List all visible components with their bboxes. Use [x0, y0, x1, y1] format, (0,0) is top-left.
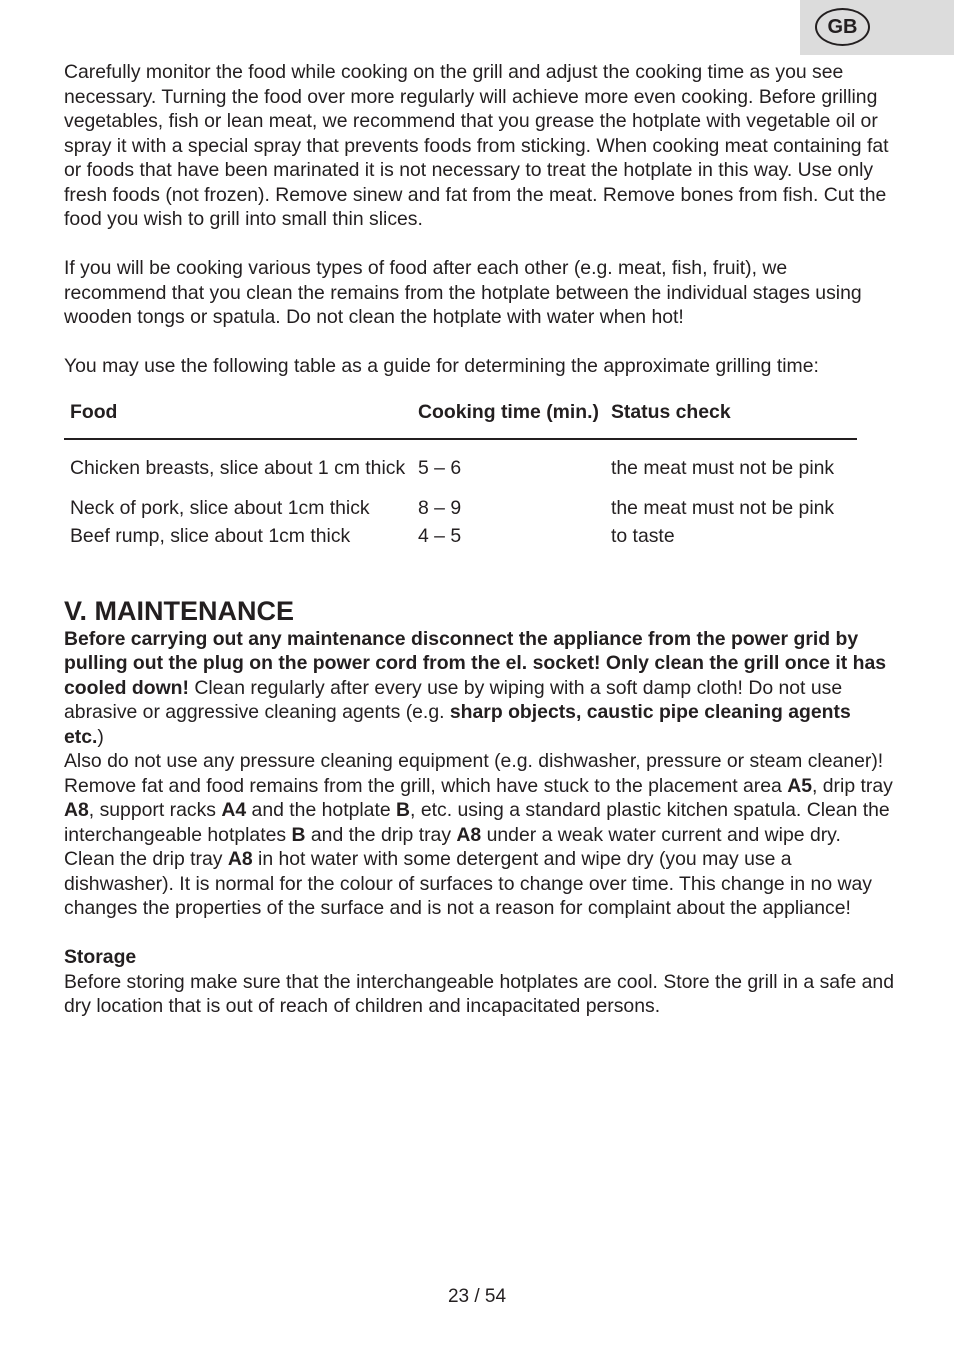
intro-paragraph-2: If you will be cooking various types of food after each other (e.g. meat, fish, fruit), we recommend that you clean the remains from the hotplate between the individual stages using wooden tongs or spatula. Do not clean the hotplate with water when hot!	[64, 257, 862, 328]
language-badge: GB	[815, 8, 870, 46]
table-cell-food: Beef rump, slice about 1cm thick	[70, 525, 351, 548]
paragraph-text-run: Also do not use any pressure cleaning equipment (e.g. dishwasher, pressure or steam cleaner)! Remove fat and food remains from the grill, which have stuck to the placement area	[64, 750, 884, 797]
column-header-status-check: Status check	[611, 401, 731, 424]
maintenance-warning: Before carrying out any maintenance disconnect the appliance from the power grid by pulling out the plug on the power cord from the el. socket! Only clean the grill once it has cooled down!	[64, 627, 887, 699]
table-cell-status: to taste	[611, 525, 675, 548]
part-reference: A8	[456, 823, 482, 846]
part-reference: B	[291, 823, 306, 846]
table-cell-status: the meat must not be pink	[611, 497, 835, 520]
part-reference: B	[396, 799, 411, 821]
paragraph-text-run: , etc. using a standard plastic kitchen spatula. Clean the interchangeable hotplates	[64, 799, 890, 846]
paragraph-text-run: and the drip tray	[305, 823, 457, 846]
part-reference: A4	[221, 799, 247, 821]
maintenance-paragraph-1	[64, 627, 894, 750]
language-tab	[800, 0, 954, 55]
paragraph-text-run: in hot water with some detergent and wipe dry (you may use a dishwasher). It is normal for the colour of surfaces to change over time. This change in no way changes the properties of the surface and is not a reason for complaint about the appliance!	[64, 848, 872, 919]
page-number: 23 / 54	[447, 1286, 507, 1307]
table-row	[64, 523, 857, 551]
table-cell-status: the meat must not be pink	[611, 457, 835, 480]
part-reference: A8	[64, 799, 89, 821]
table-row	[64, 495, 857, 523]
table-header-row	[64, 389, 857, 439]
grilling-time-table	[64, 389, 857, 551]
maintenance-clean-text: Clean regularly after every use by wiping with a soft damp cloth! Do not use abrasive or aggressive cleaning agents (e.g.	[64, 676, 843, 723]
storage-heading-text: Storage	[64, 946, 137, 968]
table-cell-time: 4 – 5	[418, 525, 462, 548]
maintenance-agents: sharp objects, caustic pipe cleaning agents etc.	[64, 701, 851, 748]
table-cell-time: 8 – 9	[418, 497, 462, 520]
page-content	[64, 60, 894, 1019]
paragraph-text-run: and the hotplate	[246, 799, 397, 821]
part-reference: A8	[227, 848, 253, 870]
table-intro: You may use the following table as a guide for determining the approximate grilling time:	[64, 355, 819, 377]
closing-parenthesis: )	[97, 725, 104, 748]
table-cell-food: Neck of pork, slice about 1cm thick	[70, 497, 370, 520]
paragraph-text-run: under a weak water current and wipe dry. Clean the drip tray	[64, 823, 841, 870]
storage-paragraph: Before storing make sure that the interchangeable hotplates are cool. Store the grill in a safe and dry location that is out of reach of children and incapacitated persons.	[64, 970, 894, 1017]
section-heading-maintenance: V. MAINTENANCE	[64, 595, 295, 626]
table-row	[64, 439, 857, 495]
maintenance-paragraph-2	[64, 749, 894, 921]
table-cell-food: Chicken breasts, slice about 1 cm thick	[70, 457, 406, 480]
column-header-food: Food	[70, 401, 118, 424]
column-header-cooking-time: Cooking time (min.)	[418, 401, 599, 424]
part-reference: A5	[787, 774, 812, 797]
intro-paragraph-1: Carefully monitor the food while cooking on the grill and adjust the cooking time as you see necessary. Turning the food over more regularly will achieve more even cooking. Before grilling vegetables, fish or lean meat, we recommend that you grease the hotplate with vegetable oil or spray it with a special spray that prevents foods from sticking. When cooking meat containing fat or foods that have been marinated it is not necessary to treat the hotplate in this way. Use only fresh foods (not frozen). Remove sinew and fat from the meat. Remove bones from fish. Cut the food you wish to grill into small thin slices.	[64, 61, 889, 230]
paragraph-text-run: , drip tray	[812, 774, 893, 797]
storage-heading	[64, 945, 894, 970]
paragraph-text-run: , support racks	[88, 799, 222, 821]
table-cell-time: 5 – 6	[418, 457, 462, 480]
